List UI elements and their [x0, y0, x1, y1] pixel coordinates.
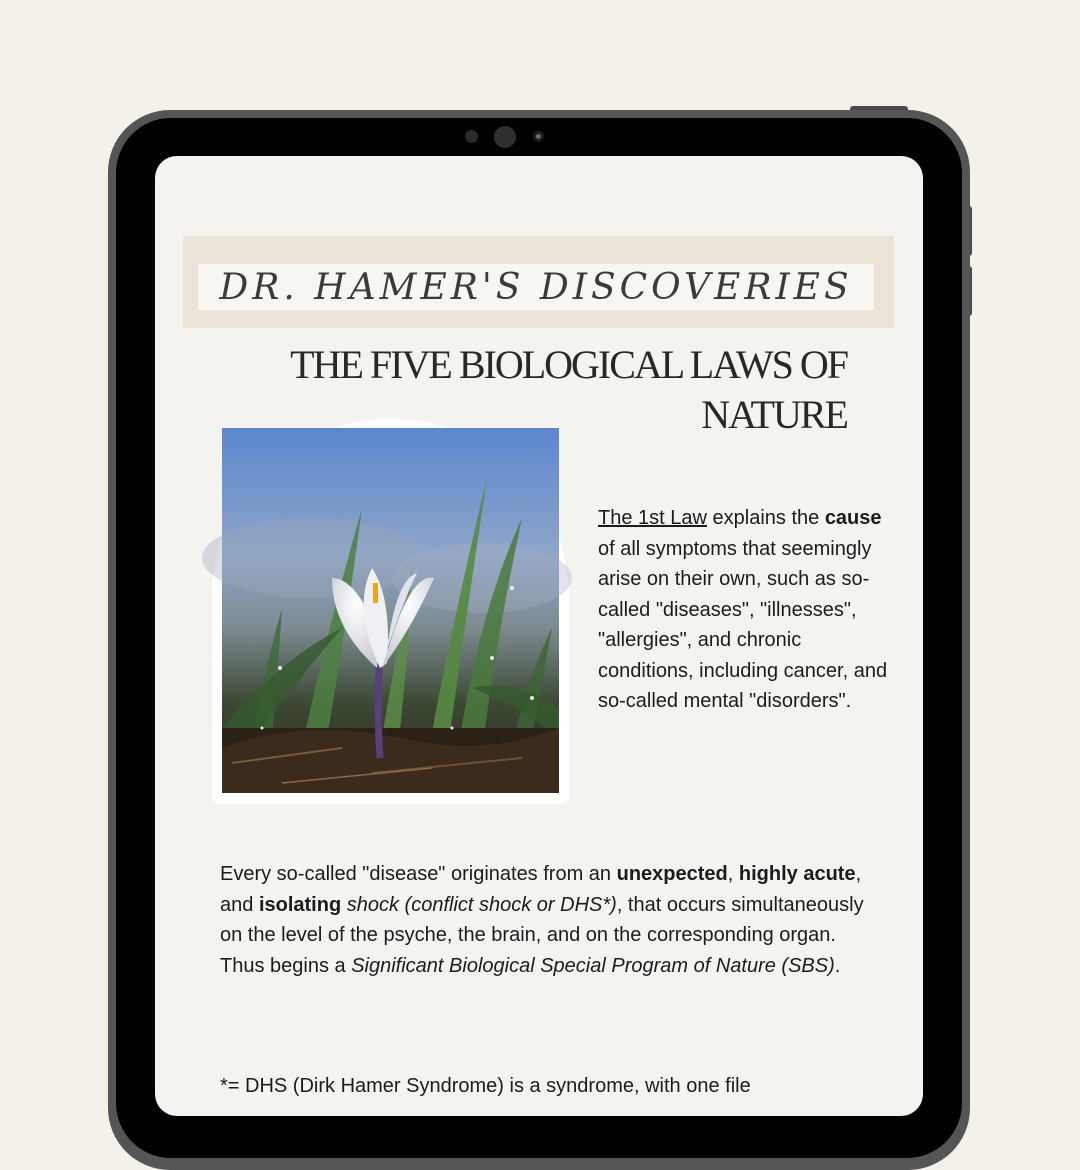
first-law-text-2: of all symptoms that seemingly arise on their own, such as so-called "diseases", "illnesses", "allergies", and chronic conditions, including cancer, and so-called mental "disorders".	[598, 537, 888, 712]
body-paragraph-1	[220, 859, 870, 951]
footnote: *= DHS (Dirk Hamer Syndrome) is a syndrome, with one file	[220, 1075, 751, 1097]
body-comma: ,	[727, 863, 739, 885]
body-highly-acute: highly acute	[738, 863, 856, 885]
first-law-link[interactable]: The 1st Law	[598, 507, 707, 529]
body-paragraph-2	[220, 951, 870, 982]
body-isolating: isolating	[258, 893, 342, 916]
body-sbs: Significant Biological Special Program of Nature (SBS)	[351, 954, 835, 977]
page-title: THE FIVE BIOLOGICAL LAWS OF NATURE	[290, 342, 847, 437]
header-box	[198, 264, 874, 310]
body-and: , and	[220, 863, 862, 916]
body-paragraph	[220, 859, 870, 981]
body-text-4: .	[834, 954, 841, 977]
tablet-screen	[155, 156, 923, 1116]
camera-icon	[494, 126, 516, 148]
header-subtitle: DR. HAMER'S DISCOVERIES	[219, 266, 853, 308]
body-unexpected: unexpected	[616, 863, 728, 885]
body-text-1: Every so-called "disease" originates from an	[220, 863, 617, 885]
body-text-2: , that occurs simultaneously on the level of the psyche, the brain, and on the corresponding organ.	[220, 893, 864, 946]
first-law-cause: cause	[824, 507, 882, 529]
body-shock: shock (conflict shock or DHS*)	[346, 893, 617, 916]
lens-icon	[533, 131, 544, 142]
body-text-3: Thus begins a	[220, 954, 352, 977]
first-law-text-1: explains the	[706, 507, 825, 529]
flower-image	[222, 428, 559, 793]
sensor-icon	[465, 130, 478, 143]
first-law-text	[598, 503, 888, 717]
